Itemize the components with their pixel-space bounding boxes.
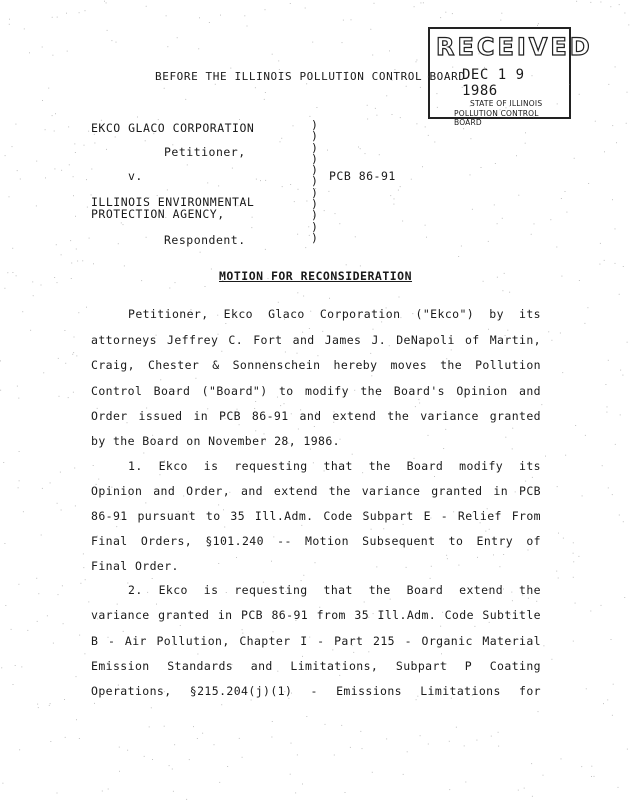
intro-line: Petitioner, Ekco Glaco Corporation ("Ekco") by its bbox=[128, 307, 541, 321]
stamp-line-2: POLLUTION CONTROL BOARD bbox=[454, 109, 539, 127]
intro-line: by the Board on November 28, 1986. bbox=[91, 434, 341, 448]
para2-line: Emission Standards and Limitations, Subpart P Coating bbox=[91, 659, 541, 673]
para1-line: Opinion and Order, and extend the variance granted in PCB bbox=[91, 484, 541, 498]
respondent-name-line-1: ILLINOIS ENVIRONMENTAL bbox=[91, 195, 255, 209]
para1-line: 1. Ekco is requesting that the Board modify its bbox=[128, 459, 541, 473]
petitioner-role: Petitioner, bbox=[164, 145, 246, 159]
caption-brackets: ) ) ) ) ) ) ) ) ) ) ) bbox=[311, 118, 318, 245]
intro-line: Control Board ("Board") to modify the Board's Opinion and bbox=[91, 384, 541, 398]
motion-title: MOTION FOR RECONSIDERATION bbox=[219, 269, 413, 283]
para2-line: B - Air Pollution, Chapter I - Part 215 - Organic Material bbox=[91, 634, 541, 648]
stamp-line-1: STATE OF ILLINOIS bbox=[470, 99, 543, 108]
para1-line: Final Order. bbox=[91, 559, 179, 573]
respondent-name-line-2: PROTECTION AGENCY, bbox=[91, 207, 225, 221]
intro-line: Order issued in PCB 86-91 and extend the variance granted bbox=[91, 409, 541, 423]
received-stamp bbox=[428, 27, 593, 127]
petitioner-name: EKCO GLACO CORPORATION bbox=[91, 121, 255, 135]
versus-label: v. bbox=[128, 169, 143, 183]
intro-line: Craig, Chester & Sonnenschein hereby moves the Pollution bbox=[91, 358, 541, 372]
para2-line: Operations, §215.204(j)(1) - Emissions Limitations for bbox=[91, 684, 541, 698]
case-number: PCB 86-91 bbox=[329, 169, 396, 183]
intro-line: attorneys Jeffrey C. Fort and James J. DeNapoli of Martin, bbox=[91, 333, 541, 347]
stamp-title: RECEIVED bbox=[436, 33, 593, 61]
para2-line: variance granted in PCB 86-91 from 35 Ill.Adm. Code Subtitle bbox=[91, 608, 541, 622]
para1-line: 86-91 pursuant to 35 Ill.Adm. Code Subpart E - Relief From bbox=[91, 509, 541, 523]
stamp-date: DEC 1 9 1986 bbox=[462, 67, 525, 99]
para2-line: 2. Ekco is requesting that the Board extend the bbox=[128, 583, 541, 597]
para1-line: Final Orders, §101.240 -- Motion Subsequent to Entry of bbox=[91, 534, 541, 548]
respondent-role: Respondent. bbox=[164, 233, 246, 247]
court-heading: BEFORE THE ILLINOIS POLLUTION CONTROL BOARD bbox=[155, 70, 466, 83]
